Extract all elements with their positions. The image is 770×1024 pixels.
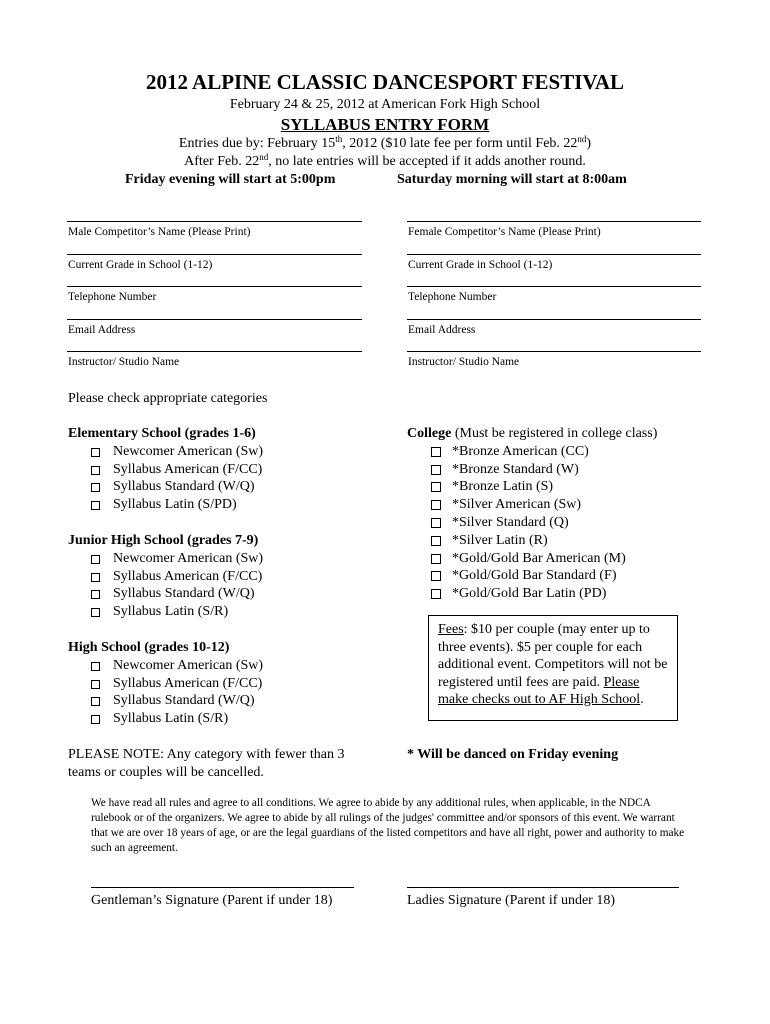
elementary-section xyxy=(68,425,368,514)
checkbox-icon[interactable] xyxy=(91,501,100,510)
male-email-label: Email Address xyxy=(68,324,136,336)
checkbox-icon[interactable] xyxy=(91,466,100,475)
category-option[interactable]: *Gold/Gold Bar American (M) xyxy=(407,550,707,568)
entry-form-title: SYLLABUS ENTRY FORM xyxy=(280,115,490,134)
category-option[interactable]: Newcomer American (Sw) xyxy=(68,443,368,461)
female-email-label: Email Address xyxy=(408,324,476,336)
female-studio-line[interactable] xyxy=(407,351,701,352)
checkbox-icon[interactable] xyxy=(431,482,441,492)
junior-high-section xyxy=(68,532,368,621)
checkbox-icon[interactable] xyxy=(431,589,441,599)
male-studio-line[interactable] xyxy=(67,351,362,352)
event-date-location: February 24 & 25, 2012 at American Fork High School xyxy=(229,97,541,112)
ladies-signature-label: Ladies Signature (Parent if under 18) xyxy=(407,893,615,908)
category-option[interactable]: Syllabus Latin (S/R) xyxy=(68,603,368,621)
form-title: 2012 ALPINE CLASSIC DANCESPORT FESTIVAL xyxy=(145,70,625,94)
category-option[interactable]: Newcomer American (Sw) xyxy=(68,550,368,568)
friday-dance-note: * Will be danced on Friday evening xyxy=(407,747,619,762)
category-option[interactable]: *Silver Standard (Q) xyxy=(407,514,707,532)
category-option[interactable]: Syllabus American (F/CC) xyxy=(68,675,368,693)
female-grade-line[interactable] xyxy=(407,254,701,255)
female-email-line[interactable] xyxy=(407,319,701,320)
female-name-label: Female Competitor’s Name (Please Print) xyxy=(408,226,601,238)
fees-text: : $10 per couple (may enter up to three events). $5 per couple for each additional event. Competitors will not be registered until fees are paid. xyxy=(438,622,668,690)
high-school-section xyxy=(68,639,368,728)
checkbox-icon[interactable] xyxy=(91,697,100,706)
fees-box: Fees: $10 per couple (may enter up to three events). $5 per couple for each additional event. Competitors will not be registered until fees are paid. Please make checks out to AF High School. xyxy=(428,615,678,721)
category-option[interactable]: Syllabus American (F/CC) xyxy=(68,568,368,586)
college-section xyxy=(407,425,707,603)
female-grade-label: Current Grade in School (1-12) xyxy=(408,259,553,271)
category-option[interactable]: Syllabus Standard (W/Q) xyxy=(68,478,368,496)
checkbox-icon[interactable] xyxy=(431,571,441,581)
checkbox-icon[interactable] xyxy=(91,573,100,582)
gentleman-signature-line[interactable] xyxy=(91,887,354,888)
late-entries-line: After Feb. 22nd, no late entries will be accepted if it adds another round. xyxy=(184,152,586,169)
checkbox-icon[interactable] xyxy=(431,536,441,546)
checkbox-icon[interactable] xyxy=(91,590,100,599)
categories-prompt: Please check appropriate categories xyxy=(68,391,268,406)
female-phone-line[interactable] xyxy=(407,286,701,287)
male-phone-label: Telephone Number xyxy=(68,291,157,303)
gentleman-signature-label: Gentleman’s Signature (Parent if under 18) xyxy=(91,893,333,908)
category-option[interactable]: *Bronze Standard (W) xyxy=(407,461,707,479)
male-name-label: Male Competitor’s Name (Please Print) xyxy=(68,226,251,238)
category-option[interactable]: *Gold/Gold Bar Standard (F) xyxy=(407,567,707,585)
category-option[interactable]: Syllabus Latin (S/PD) xyxy=(68,496,368,514)
category-option[interactable]: Syllabus American (F/CC) xyxy=(68,461,368,479)
checkbox-icon[interactable] xyxy=(431,500,441,510)
category-option[interactable]: *Gold/Gold Bar Latin (PD) xyxy=(407,585,707,603)
category-option[interactable]: *Bronze Latin (S) xyxy=(407,478,707,496)
male-name-line[interactable] xyxy=(67,221,362,222)
fees-label: Fees xyxy=(438,622,464,637)
male-grade-label: Current Grade in School (1-12) xyxy=(68,259,213,271)
checkbox-icon[interactable] xyxy=(91,555,100,564)
saturday-start-time: Saturday morning will start at 8:00am xyxy=(397,172,627,187)
male-email-line[interactable] xyxy=(67,319,362,320)
checkbox-icon[interactable] xyxy=(91,608,100,617)
friday-start-time: Friday evening will start at 5:00pm xyxy=(125,172,336,187)
cancellation-note: PLEASE NOTE: Any category with fewer than 3 teams or couples will be cancelled. xyxy=(68,747,345,780)
agreement-text: We have read all rules and agree to all conditions. We agree to abide by any additional rules, when applicable, in the NDCA rulebook or of the organizers. We agree to abide by all rulings of the judges' committee and/or sponsors of this event. We warrant that we are over 18 years of age, or are the legal guardians of the listed competitors and have all right, power and authority to make such an agreement. xyxy=(91,797,685,854)
male-studio-label: Instructor/ Studio Name xyxy=(68,356,180,368)
elementary-heading: Elementary School (grades 1-6) xyxy=(68,426,256,441)
female-phone-label: Telephone Number xyxy=(408,291,497,303)
checkbox-icon[interactable] xyxy=(431,447,441,457)
checkbox-icon[interactable] xyxy=(91,680,100,689)
checks-payable-note: Please make checks out to AF High School xyxy=(438,674,641,707)
male-phone-line[interactable] xyxy=(67,286,362,287)
category-option[interactable]: Newcomer American (Sw) xyxy=(68,657,368,675)
female-studio-label: Instructor/ Studio Name xyxy=(408,356,520,368)
checkbox-icon[interactable] xyxy=(431,518,441,528)
high-school-heading: High School (grades 10-12) xyxy=(68,640,230,655)
category-option[interactable]: *Silver Latin (R) xyxy=(407,532,707,550)
checkbox-icon[interactable] xyxy=(91,448,100,457)
checkbox-icon[interactable] xyxy=(431,465,441,475)
checkbox-icon[interactable] xyxy=(91,483,100,492)
category-option[interactable]: Syllabus Latin (S/R) xyxy=(68,710,368,728)
female-name-line[interactable] xyxy=(407,221,701,222)
checkbox-icon[interactable] xyxy=(91,715,100,724)
category-option[interactable]: *Silver American (Sw) xyxy=(407,496,707,514)
category-option[interactable]: Syllabus Standard (W/Q) xyxy=(68,585,368,603)
category-option[interactable]: Syllabus Standard (W/Q) xyxy=(68,692,368,710)
college-heading: College (Must be registered in college class) xyxy=(407,426,658,441)
junior-high-heading: Junior High School (grades 7-9) xyxy=(68,533,259,548)
ladies-signature-line[interactable] xyxy=(407,887,679,888)
checkbox-icon[interactable] xyxy=(91,662,100,671)
entries-due-line: Entries due by: February 15th, 2012 ($10 late fee per form until Feb. 22nd) xyxy=(178,134,592,151)
male-grade-line[interactable] xyxy=(67,254,362,255)
category-option[interactable]: *Bronze American (CC) xyxy=(407,443,707,461)
checkbox-icon[interactable] xyxy=(431,554,441,564)
